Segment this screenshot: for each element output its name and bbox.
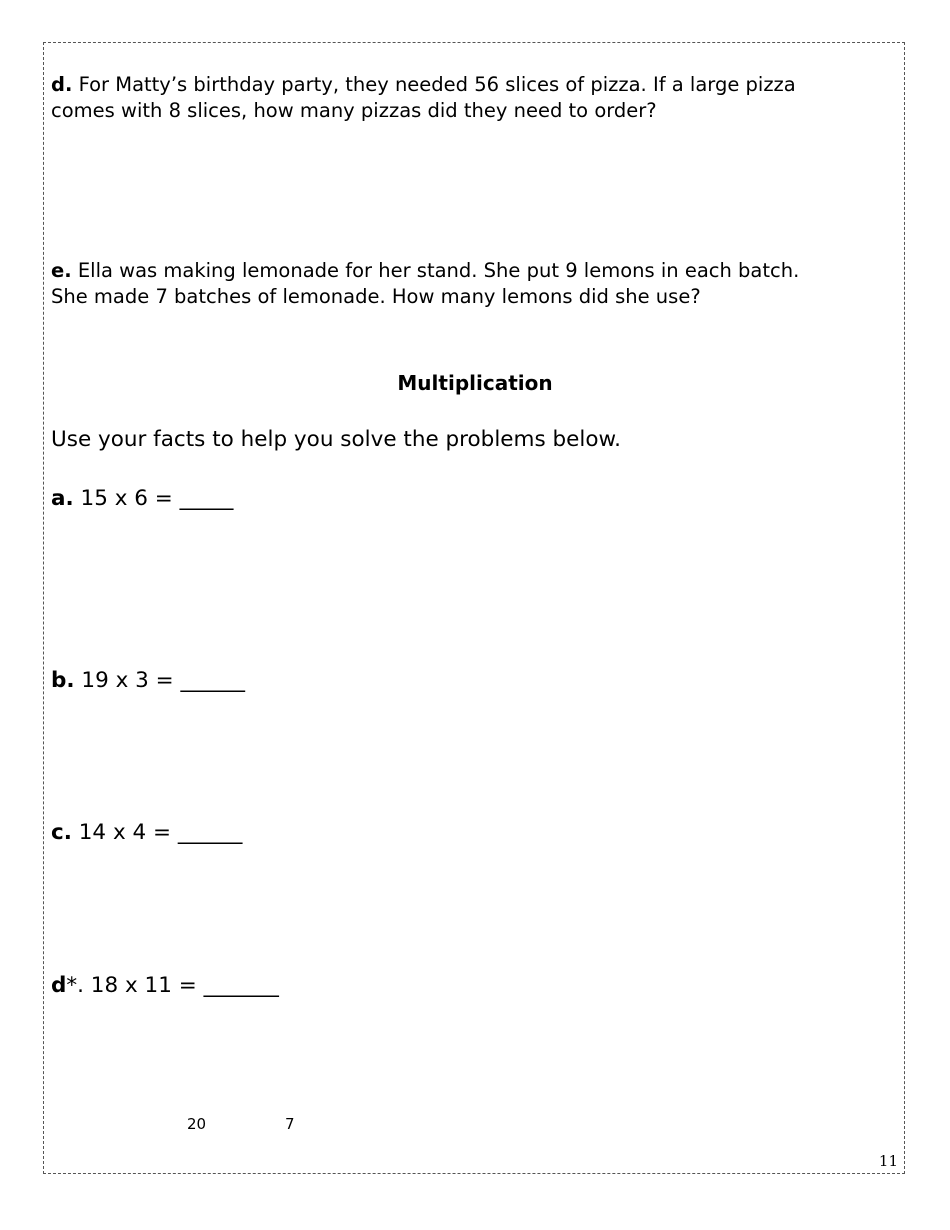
problem-label: d. <box>51 73 73 96</box>
word-problem-e-line2: She made 7 batches of lemonade. How many lemons did she use? <box>51 285 701 308</box>
word-problem-d <box>51 72 796 124</box>
mult-problem-a <box>51 485 233 513</box>
problem-label: b. <box>51 668 75 693</box>
problem-label: e. <box>51 259 72 282</box>
problem-label: d <box>51 973 67 998</box>
problem-text: Ella was making lemonade for her stand. She put 9 lemons in each batch. <box>71 259 800 282</box>
scratch-number-20: 20 <box>187 1115 207 1133</box>
section-title: Multiplication <box>397 371 553 395</box>
problem-label: a. <box>51 486 74 511</box>
problem-expression: 15 x 6 = _____ <box>73 486 234 511</box>
problem-text: For Matty’s birthday party, they needed 56 slices of pizza. If a large pizza <box>72 73 796 96</box>
mult-problem-c <box>51 819 242 847</box>
mult-problem-d <box>51 972 279 1000</box>
word-problem-d-line2: comes with 8 slices, how many pizzas did they need to order? <box>51 99 657 122</box>
scratch-number-7: 7 <box>285 1115 295 1133</box>
page-border <box>43 42 905 1174</box>
page-number: 11 <box>878 1152 898 1170</box>
word-problem-d-line1 <box>51 72 796 98</box>
word-problem-e <box>51 258 799 310</box>
mult-problem-b <box>51 667 245 695</box>
problem-expression: 19 x 3 = ______ <box>74 668 246 693</box>
instructions: Use your facts to help you solve the problems below. <box>51 427 621 452</box>
word-problem-e-line1 <box>51 258 799 284</box>
problem-label: c. <box>51 820 72 845</box>
problem-expression: 14 x 4 = ______ <box>71 820 243 845</box>
problem-expression: *. 18 x 11 = _______ <box>66 973 279 998</box>
